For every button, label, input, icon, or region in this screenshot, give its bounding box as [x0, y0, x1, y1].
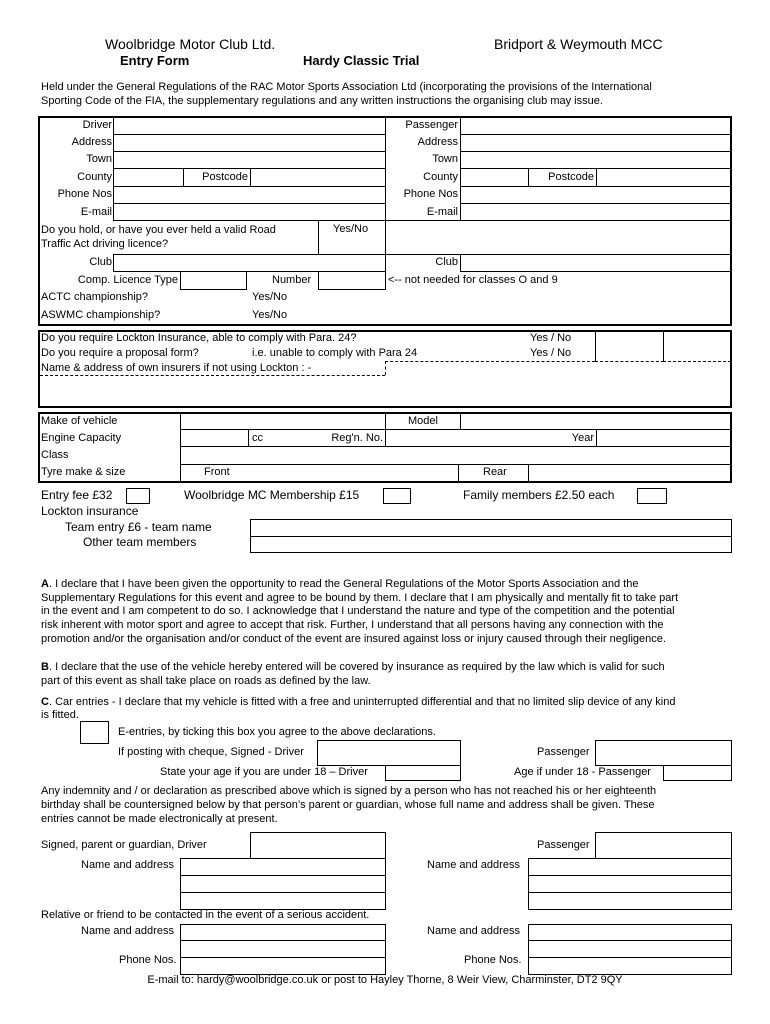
emergency-passenger-name-label: Name and address [427, 925, 520, 937]
e-entries-label: E-entries, by ticking this box you agree to the above declarations. [118, 726, 436, 738]
emergency-passenger-phone-label: Phone Nos. [464, 954, 522, 966]
passenger-town-field[interactable] [460, 151, 732, 169]
driver-address-field[interactable] [113, 134, 386, 152]
licence-number-label: Number [272, 274, 312, 286]
emergency-driver-phone-label: Phone Nos. [119, 954, 177, 966]
dashed-divider [663, 361, 731, 362]
declaration-a-line [41, 577, 638, 591]
comp-licence-number-field[interactable] [318, 271, 386, 290]
family-checkbox[interactable] [637, 488, 667, 504]
e-entries-checkbox[interactable] [80, 721, 109, 744]
proposal-yes-no: Yes / No [530, 347, 572, 359]
passenger-signature-field[interactable] [595, 740, 732, 766]
cheque-driver-label: If posting with cheque, Signed - Driver [118, 746, 304, 758]
team-name-label: Team entry £6 - team name [65, 520, 212, 534]
declaration-c-letter: C [41, 696, 49, 708]
guardian-passenger-name-label: Name and address [427, 859, 520, 871]
emergency-driver-name-field[interactable] [180, 924, 386, 941]
indemnity-line: birthday shall be countersigned below by that person’s parent or guardian, whose full name and address shall be given. These [41, 799, 655, 811]
driver-postcode-label-cell [183, 168, 251, 187]
driver-county-field[interactable] [113, 168, 184, 187]
rear-tyre-field[interactable] [528, 464, 732, 483]
passenger-phone-label: Phone Nos [403, 188, 458, 200]
emergency-driver-name-label: Name and address [81, 925, 174, 937]
passenger-address-field[interactable] [460, 134, 732, 152]
model-label: Model [408, 415, 438, 427]
driver-county-label: County [77, 171, 112, 183]
club-name: Woolbridge Motor Club Ltd. [105, 36, 276, 52]
licence-yes-no: Yes/No [333, 223, 369, 235]
engine-label: Engine Capacity [41, 432, 122, 444]
guardian-driver-signature-field[interactable] [250, 832, 386, 859]
lockton-question: Do you require Lockton Insurance, able to comply with Para. 24? [41, 332, 357, 344]
passenger-label: Passenger [405, 119, 458, 131]
driver-age-field[interactable] [385, 765, 461, 781]
vehicle-model-field[interactable] [460, 412, 732, 430]
guardian-driver-name-label: Name and address [81, 859, 174, 871]
make-label: Make of vehicle [41, 415, 118, 427]
emergency-passenger-name-field[interactable] [528, 924, 732, 941]
team-name-field[interactable] [250, 519, 732, 537]
declaration-b-letter: B [41, 661, 49, 673]
guardian-driver-address-field[interactable] [180, 875, 386, 893]
proposal-question: Do you require a proposal form? [41, 347, 199, 359]
class-label: Class [41, 449, 69, 461]
licence-note: <-- not needed for classes O and 9 [388, 274, 558, 286]
declaration-a-letter: A [41, 578, 49, 590]
driver-club-field[interactable] [113, 254, 386, 272]
driver-postcode-field[interactable] [250, 168, 386, 187]
cc-label: cc [252, 432, 263, 444]
licence-question: Do you hold, or have you ever held a valid Road [41, 224, 276, 236]
declaration-a-line: in the event and I am competent to do so. I acknowledge that I understand the nature and type of the competition and the potential [41, 605, 675, 617]
declaration-c-text: . Car entries - I declare that my vehicle is fitted with a free and uninterrupted differential and that no limited slip device of any kind [48, 696, 676, 708]
actc-label: ACTC championship? [41, 291, 148, 303]
intro-line: Held under the General Regulations of the RAC Motor Sports Association Ltd (incorporating the provisions of the International [41, 81, 652, 93]
front-label: Front [204, 466, 230, 478]
vehicle-make-field[interactable] [180, 412, 386, 430]
passenger-club-field[interactable] [460, 254, 732, 272]
membership-label: Woolbridge MC Membership £15 [184, 488, 360, 502]
declaration-a-line: promotion and/or the organisation and/or conduct of the event are insured against loss or injury caused through their negligence. [41, 633, 666, 645]
passenger-email-field[interactable] [460, 203, 732, 221]
family-label: Family members £2.50 each [463, 488, 615, 502]
passenger-club-label: Club [435, 256, 458, 268]
intro-line: Sporting Code of the FIA, the supplementary regulations and any written instructions the organising club may issue. [41, 95, 603, 107]
indemnity-line: entries cannot be made electronically at present. [41, 813, 278, 825]
passenger-email-label: E-mail [426, 206, 458, 218]
cheque-passenger-label: Passenger [537, 746, 590, 758]
declaration-c-line [41, 695, 675, 709]
driver-club-label: Club [89, 256, 112, 268]
entry-fee-checkbox[interactable] [126, 488, 150, 504]
contact-footer: E-mail to: hardy@woolbridge.co.uk or post to Hayley Thorne, 8 Weir View, Charminster, DT2 9QY [147, 974, 623, 986]
dashed-divider [385, 361, 595, 362]
engine-capacity-field[interactable] [180, 429, 249, 447]
driver-phone-field[interactable] [113, 186, 386, 204]
aswmc-label: ASWMC championship? [41, 309, 161, 321]
passenger-licence-area[interactable] [385, 220, 732, 255]
driver-town-field[interactable] [113, 151, 386, 169]
indemnity-line: Any indemnity and / or declaration as prescribed above which is signed by a person who has not reached his or her eighteenth [41, 785, 657, 797]
team-members-label: Other team members [83, 535, 197, 549]
lockton-fee-label: Lockton insurance [41, 504, 139, 518]
guardian-passenger-name-field[interactable] [528, 858, 732, 876]
guardian-passenger-address-field[interactable] [528, 892, 732, 910]
emergency-driver-address-field[interactable] [180, 940, 386, 958]
declaration-a-line: Supplementary Regulations for this event and agree to be bound by them. I declare that I am physically and mentally fit to take part [41, 592, 679, 604]
emergency-passenger-address-field[interactable] [528, 940, 732, 958]
driver-name-field[interactable] [113, 117, 386, 135]
tyre-label: Tyre make & size [41, 466, 126, 478]
class-field[interactable] [180, 446, 732, 465]
own-insurer-label: Name & address of own insurers if not using Lockton : - [41, 362, 312, 374]
model-label-cell [385, 412, 461, 430]
driver-email-field[interactable] [113, 203, 386, 221]
year-label: Year [571, 432, 594, 444]
driver-town-label: Town [86, 153, 112, 165]
dashed-divider [40, 375, 385, 376]
declaration-b-line [41, 660, 665, 674]
actc-yes-no: Yes/No [252, 291, 288, 303]
declaration-b-line: part of this event as shall take place on roads as defined by the law. [41, 675, 371, 687]
insurance-answer-field[interactable] [595, 330, 664, 362]
emergency-contact-heading: Relative or friend to be contacted in the event of a serious accident. [41, 909, 370, 921]
team-members-field[interactable] [250, 536, 732, 553]
proposal-note: i.e. unable to comply with Para 24 [252, 347, 418, 359]
driver-label: Driver [82, 119, 112, 131]
comp-licence-type-label: Comp. Licence Type [77, 274, 178, 286]
passenger-postcode-field[interactable] [596, 168, 732, 187]
guardian-passenger-signature-field[interactable] [595, 832, 732, 859]
declaration-c-line: is fitted. [41, 709, 79, 721]
passenger-address-label: Address [417, 136, 458, 148]
entry-fee-label: Entry fee £32 [41, 488, 113, 502]
driver-age-label: State your age if you are under 18 – Driver [160, 766, 368, 778]
guardian-passenger-label: Passenger [537, 839, 590, 851]
driver-postcode-label: Postcode [202, 171, 248, 183]
aswmc-yes-no: Yes/No [252, 309, 288, 321]
passenger-county-label: County [423, 171, 458, 183]
passenger-name-field[interactable] [460, 117, 732, 135]
lockton-yes-no: Yes / No [530, 332, 572, 344]
passenger-county-field[interactable] [460, 168, 529, 187]
passenger-age-label: Age if under 18 - Passenger [514, 766, 651, 778]
year-field[interactable] [596, 429, 732, 447]
passenger-postcode-label: Postcode [548, 171, 594, 183]
licence-question: Traffic Act driving licence? [41, 238, 169, 250]
driver-email-label: E-mail [80, 206, 112, 218]
form-title: Entry Form [120, 53, 190, 68]
declaration-a-text: . I declare that I have been given the opportunity to read the General Regulations of the Motor Sports Association and the [48, 578, 639, 590]
guardian-passenger-address-field[interactable] [528, 875, 732, 893]
declaration-a-line: risk inherent with motor sport and agree to accept that risk. Further, I understand that all persons having any connection with the [41, 619, 664, 631]
event-title: Hardy Classic Trial [303, 53, 420, 68]
registration-label: Reg'n. No. [331, 432, 383, 444]
passenger-phone-field[interactable] [460, 186, 732, 204]
driver-signature-field[interactable] [317, 740, 461, 766]
guardian-driver-label: Signed, parent or guardian, Driver [41, 839, 207, 851]
comp-licence-type-field[interactable] [180, 271, 247, 290]
passenger-postcode-label-cell [528, 168, 597, 187]
rear-label: Rear [483, 466, 507, 478]
dashed-divider [385, 361, 386, 375]
passenger-age-field[interactable] [663, 765, 732, 781]
driver-address-label: Address [71, 136, 112, 148]
passenger-town-label: Town [432, 153, 458, 165]
driver-phone-label: Phone Nos [57, 188, 112, 200]
guardian-driver-name-field[interactable] [180, 858, 386, 876]
co-organiser-name: Bridport & Weymouth MCC [494, 36, 663, 52]
declaration-b-text: . I declare that the use of the vehicle hereby entered will be covered by insurance as required by the law which is valid for such [48, 661, 665, 673]
membership-checkbox[interactable] [383, 488, 411, 504]
